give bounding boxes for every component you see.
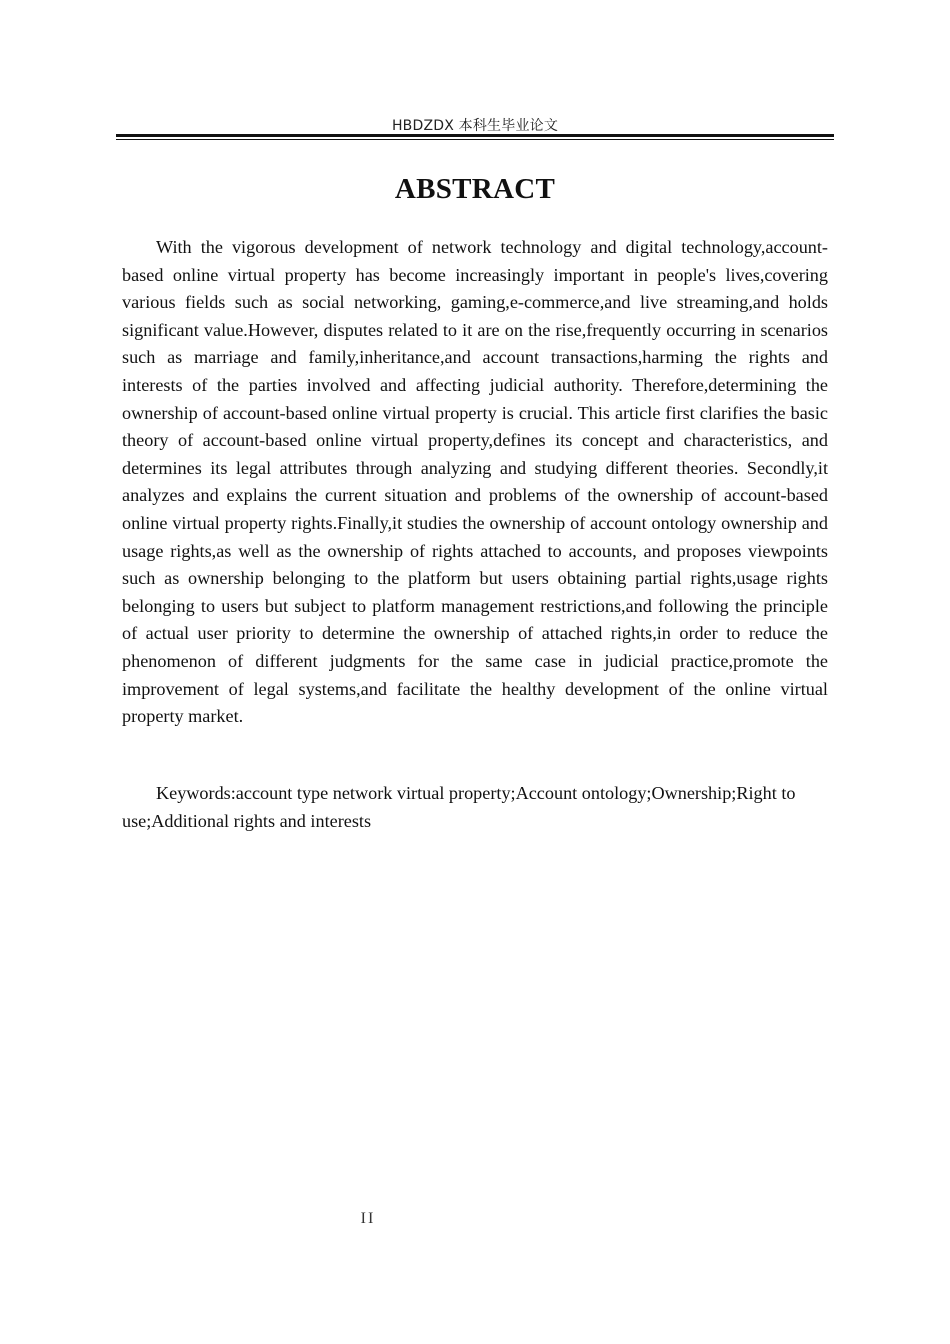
header-rule-thin (116, 139, 834, 140)
header-rule-thick (116, 134, 834, 137)
running-header: HBDZDX 本科生毕业论文 (391, 118, 559, 134)
abstract-title: ABSTRACT (394, 173, 556, 205)
page-number: II (360, 1210, 376, 1227)
keywords-paragraph: Keywords:account type network virtual property;Account ontology;Ownership;Right to use;Additional rights and interests (122, 783, 796, 831)
abstract-body: With the vigorous development of network technology and digital technology,account-based online virtual property has become increasingly important in people's lives,covering various fields such as social networking, gaming,e-commerce,and live streaming,and holds significant value.However, disputes related to it are on the rise,frequently occurring in scenarios such as marriage and family,inheritance,and account transactions,harming the rights and interests of the parties involved and affecting judicial authority. Therefore,determining the ownership of account-based online virtual property is crucial. This article first clarifies the basic theory of account-based online virtual property,defines its concept and characteristics, and determines its legal attributes through analyzing and studying different theories. Secondly,it analyzes and explains the current situation and problems of the ownership of account-based online virtual property rights.Finally,it studies the ownership of account ontology ownership and usage rights,as well as the ownership of rights attached to accounts, and proposes viewpoints such as ownership belonging to the platform but users obtaining partial rights,usage rights belonging to users but subject to platform management restrictions,and following the principle of actual user priority to determine the ownership of attached rights,in order to reduce the phenomenon of different judgments for the same case in judicial practice,promote the improvement of legal systems,and facilitate the healthy development of the online virtual property market. (122, 237, 828, 727)
